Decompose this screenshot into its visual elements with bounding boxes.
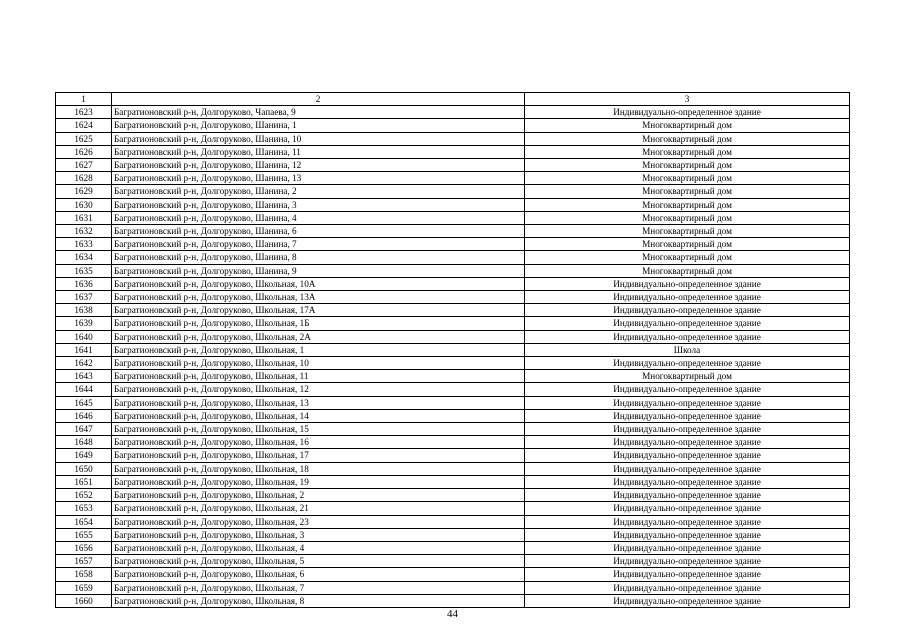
- building-type-cell: Индивидуально-определенное здание: [525, 396, 850, 409]
- row-number-cell: 1629: [56, 185, 112, 198]
- building-type-cell: Индивидуально-определенное здание: [525, 515, 850, 528]
- address-cell: Багратионовский р-н, Долгоруково, Шанина, 9: [112, 264, 525, 277]
- table-row: [56, 436, 850, 449]
- row-number-cell: 1638: [56, 304, 112, 317]
- building-type-cell: Индивидуально-определенное здание: [525, 304, 850, 317]
- table-row: [56, 581, 850, 594]
- page-number: 44: [447, 608, 458, 620]
- table-row: [56, 409, 850, 422]
- row-number-cell: 1654: [56, 515, 112, 528]
- table-row: [56, 277, 850, 290]
- row-number-cell: 1623: [56, 106, 112, 119]
- address-cell: Багратионовский р-н, Долгоруково, Шанина, 1: [112, 119, 525, 132]
- table-row: [56, 198, 850, 211]
- row-number-cell: 1642: [56, 357, 112, 370]
- address-cell: Багратионовский р-н, Долгоруково, Шанина, 6: [112, 225, 525, 238]
- address-cell: Багратионовский р-н, Долгоруково, Школьная, 11: [112, 370, 525, 383]
- building-type-cell: Многоквартирный дом: [525, 172, 850, 185]
- building-type-cell: Индивидуально-определенное здание: [525, 462, 850, 475]
- table-row: [56, 317, 850, 330]
- table-row: [56, 145, 850, 158]
- address-cell: Багратионовский р-н, Долгоруково, Шанина, 13: [112, 172, 525, 185]
- table-row: [56, 555, 850, 568]
- address-cell: Багратионовский р-н, Долгоруково, Школьная, 23: [112, 515, 525, 528]
- table-row: [56, 225, 850, 238]
- address-cell: Багратионовский р-н, Долгоруково, Шанина, 11: [112, 145, 525, 158]
- address-cell: Багратионовский р-н, Долгоруково, Школьная, 17: [112, 449, 525, 462]
- address-cell: Багратионовский р-н, Долгоруково, Школьная, 16: [112, 436, 525, 449]
- address-cell: Багратионовский р-н, Долгоруково, Школьная, 4: [112, 541, 525, 554]
- table-row: [56, 370, 850, 383]
- building-type-cell: Индивидуально-определенное здание: [525, 489, 850, 502]
- address-cell: Багратионовский р-н, Долгоруково, Школьная, 1Б: [112, 317, 525, 330]
- table-row: [56, 132, 850, 145]
- row-number-cell: 1636: [56, 277, 112, 290]
- row-number-cell: 1649: [56, 449, 112, 462]
- address-cell: Багратионовский р-н, Долгоруково, Шанина, 10: [112, 132, 525, 145]
- building-type-cell: Индивидуально-определенное здание: [525, 475, 850, 488]
- table-row: [56, 106, 850, 119]
- table-body: [56, 106, 850, 608]
- address-cell: Багратионовский р-н, Долгоруково, Школьная, 3: [112, 528, 525, 541]
- table-row: [56, 475, 850, 488]
- table-row: [56, 423, 850, 436]
- row-number-cell: 1645: [56, 396, 112, 409]
- building-type-cell: Многоквартирный дом: [525, 211, 850, 224]
- row-number-cell: 1643: [56, 370, 112, 383]
- address-cell: Багратионовский р-н, Долгоруково, Шанина, 8: [112, 251, 525, 264]
- row-number-cell: 1641: [56, 343, 112, 356]
- row-number-cell: 1658: [56, 568, 112, 581]
- table-row: [56, 119, 850, 132]
- table-row: [56, 291, 850, 304]
- row-number-cell: 1637: [56, 291, 112, 304]
- table-row: [56, 396, 850, 409]
- address-cell: Багратионовский р-н, Долгоруково, Школьная, 14: [112, 409, 525, 422]
- address-cell: Багратионовский р-н, Долгоруково, Чапаева, 9: [112, 106, 525, 119]
- column-number-1: 1: [56, 93, 112, 106]
- address-cell: Багратионовский р-н, Долгоруково, Школьная, 12: [112, 383, 525, 396]
- row-number-cell: 1632: [56, 225, 112, 238]
- address-cell: Багратионовский р-н, Долгоруково, Школьная, 21: [112, 502, 525, 515]
- table-row: [56, 330, 850, 343]
- building-type-cell: Индивидуально-определенное здание: [525, 581, 850, 594]
- building-type-cell: Многоквартирный дом: [525, 370, 850, 383]
- row-number-cell: 1626: [56, 145, 112, 158]
- table-row: [56, 264, 850, 277]
- address-cell: Багратионовский р-н, Долгоруково, Школьная, 10: [112, 357, 525, 370]
- address-cell: Багратионовский р-н, Долгоруково, Школьная, 13А: [112, 291, 525, 304]
- address-cell: Багратионовский р-н, Долгоруково, Школьная, 19: [112, 475, 525, 488]
- address-cell: Багратионовский р-н, Долгоруково, Шанина, 3: [112, 198, 525, 211]
- row-number-cell: 1650: [56, 462, 112, 475]
- row-number-cell: 1625: [56, 132, 112, 145]
- building-type-cell: Индивидуально-определенное здание: [525, 423, 850, 436]
- building-type-cell: Индивидуально-определенное здание: [525, 568, 850, 581]
- building-type-cell: Многоквартирный дом: [525, 119, 850, 132]
- address-cell: Багратионовский р-н, Долгоруково, Школьная, 8: [112, 594, 525, 607]
- row-number-cell: 1627: [56, 159, 112, 172]
- table-row: [56, 357, 850, 370]
- building-type-cell: Индивидуально-определенное здание: [525, 555, 850, 568]
- row-number-cell: 1640: [56, 330, 112, 343]
- building-type-cell: Индивидуально-определенное здание: [525, 291, 850, 304]
- table-row: [56, 528, 850, 541]
- table-row: [56, 159, 850, 172]
- table-row: [56, 343, 850, 356]
- table-row: [56, 502, 850, 515]
- table-row: [56, 304, 850, 317]
- address-cell: Багратионовский р-н, Долгоруково, Школьная, 7: [112, 581, 525, 594]
- table-row: [56, 383, 850, 396]
- address-cell: Багратионовский р-н, Долгоруково, Школьная, 5: [112, 555, 525, 568]
- column-number-2: 2: [112, 93, 525, 106]
- table-row: [56, 489, 850, 502]
- address-cell: Багратионовский р-н, Долгоруково, Школьная, 18: [112, 462, 525, 475]
- row-number-cell: 1628: [56, 172, 112, 185]
- building-type-cell: Многоквартирный дом: [525, 185, 850, 198]
- building-type-cell: Многоквартирный дом: [525, 198, 850, 211]
- row-number-cell: 1655: [56, 528, 112, 541]
- building-type-cell: Индивидуально-определенное здание: [525, 383, 850, 396]
- row-number-cell: 1635: [56, 264, 112, 277]
- row-number-cell: 1639: [56, 317, 112, 330]
- building-type-cell: Индивидуально-определенное здание: [525, 409, 850, 422]
- table-row: [56, 515, 850, 528]
- building-type-cell: Индивидуально-определенное здание: [525, 541, 850, 554]
- building-type-cell: Многоквартирный дом: [525, 251, 850, 264]
- row-number-cell: 1644: [56, 383, 112, 396]
- address-cell: Багратионовский р-н, Долгоруково, Шанина, 4: [112, 211, 525, 224]
- building-type-cell: Индивидуально-определенное здание: [525, 528, 850, 541]
- address-cell: Багратионовский р-н, Долгоруково, Школьная, 17А: [112, 304, 525, 317]
- row-number-cell: 1660: [56, 594, 112, 607]
- row-number-cell: 1652: [56, 489, 112, 502]
- column-number-row: [56, 93, 850, 106]
- address-cell: Багратионовский р-н, Долгоруково, Шанина, 7: [112, 238, 525, 251]
- row-number-cell: 1659: [56, 581, 112, 594]
- address-cell: Багратионовский р-н, Долгоруково, Школьная, 2А: [112, 330, 525, 343]
- building-type-cell: Индивидуально-определенное здание: [525, 106, 850, 119]
- row-number-cell: 1656: [56, 541, 112, 554]
- table-row: [56, 462, 850, 475]
- building-type-cell: Индивидуально-определенное здание: [525, 436, 850, 449]
- address-cell: Багратионовский р-н, Долгоруково, Школьная, 15: [112, 423, 525, 436]
- address-cell: Багратионовский р-н, Долгоруково, Школьная, 6: [112, 568, 525, 581]
- building-type-cell: Многоквартирный дом: [525, 238, 850, 251]
- table-row: [56, 211, 850, 224]
- row-number-cell: 1633: [56, 238, 112, 251]
- building-type-cell: Многоквартирный дом: [525, 225, 850, 238]
- address-cell: Багратионовский р-н, Долгоруково, Школьная, 10А: [112, 277, 525, 290]
- building-type-cell: Многоквартирный дом: [525, 159, 850, 172]
- column-number-3: 3: [525, 93, 850, 106]
- address-cell: Багратионовский р-н, Долгоруково, Школьная, 13: [112, 396, 525, 409]
- address-table: [55, 92, 850, 608]
- table-row: [56, 185, 850, 198]
- table-row: [56, 541, 850, 554]
- row-number-cell: 1657: [56, 555, 112, 568]
- table-row: [56, 172, 850, 185]
- table-row: [56, 568, 850, 581]
- row-number-cell: 1648: [56, 436, 112, 449]
- row-number-cell: 1624: [56, 119, 112, 132]
- building-type-cell: Индивидуально-определенное здание: [525, 277, 850, 290]
- table-row: [56, 238, 850, 251]
- address-cell: Багратионовский р-н, Долгоруково, Школьная, 1: [112, 343, 525, 356]
- table-row: [56, 251, 850, 264]
- building-type-cell: Индивидуально-определенное здание: [525, 317, 850, 330]
- building-type-cell: Индивидуально-определенное здание: [525, 502, 850, 515]
- row-number-cell: 1630: [56, 198, 112, 211]
- building-type-cell: Многоквартирный дом: [525, 145, 850, 158]
- address-cell: Багратионовский р-н, Долгоруково, Шанина, 2: [112, 185, 525, 198]
- building-type-cell: Индивидуально-определенное здание: [525, 449, 850, 462]
- building-type-cell: Индивидуально-определенное здание: [525, 594, 850, 607]
- row-number-cell: 1647: [56, 423, 112, 436]
- row-number-cell: 1651: [56, 475, 112, 488]
- address-cell: Багратионовский р-н, Долгоруково, Школьная, 2: [112, 489, 525, 502]
- building-type-cell: Индивидуально-определенное здание: [525, 330, 850, 343]
- building-type-cell: Индивидуально-определенное здание: [525, 357, 850, 370]
- table-row: [56, 449, 850, 462]
- row-number-cell: 1631: [56, 211, 112, 224]
- building-type-cell: Школа: [525, 343, 850, 356]
- building-type-cell: Многоквартирный дом: [525, 132, 850, 145]
- table-row: [56, 594, 850, 607]
- building-type-cell: Многоквартирный дом: [525, 264, 850, 277]
- row-number-cell: 1646: [56, 409, 112, 422]
- row-number-cell: 1634: [56, 251, 112, 264]
- row-number-cell: 1653: [56, 502, 112, 515]
- address-cell: Багратионовский р-н, Долгоруково, Шанина, 12: [112, 159, 525, 172]
